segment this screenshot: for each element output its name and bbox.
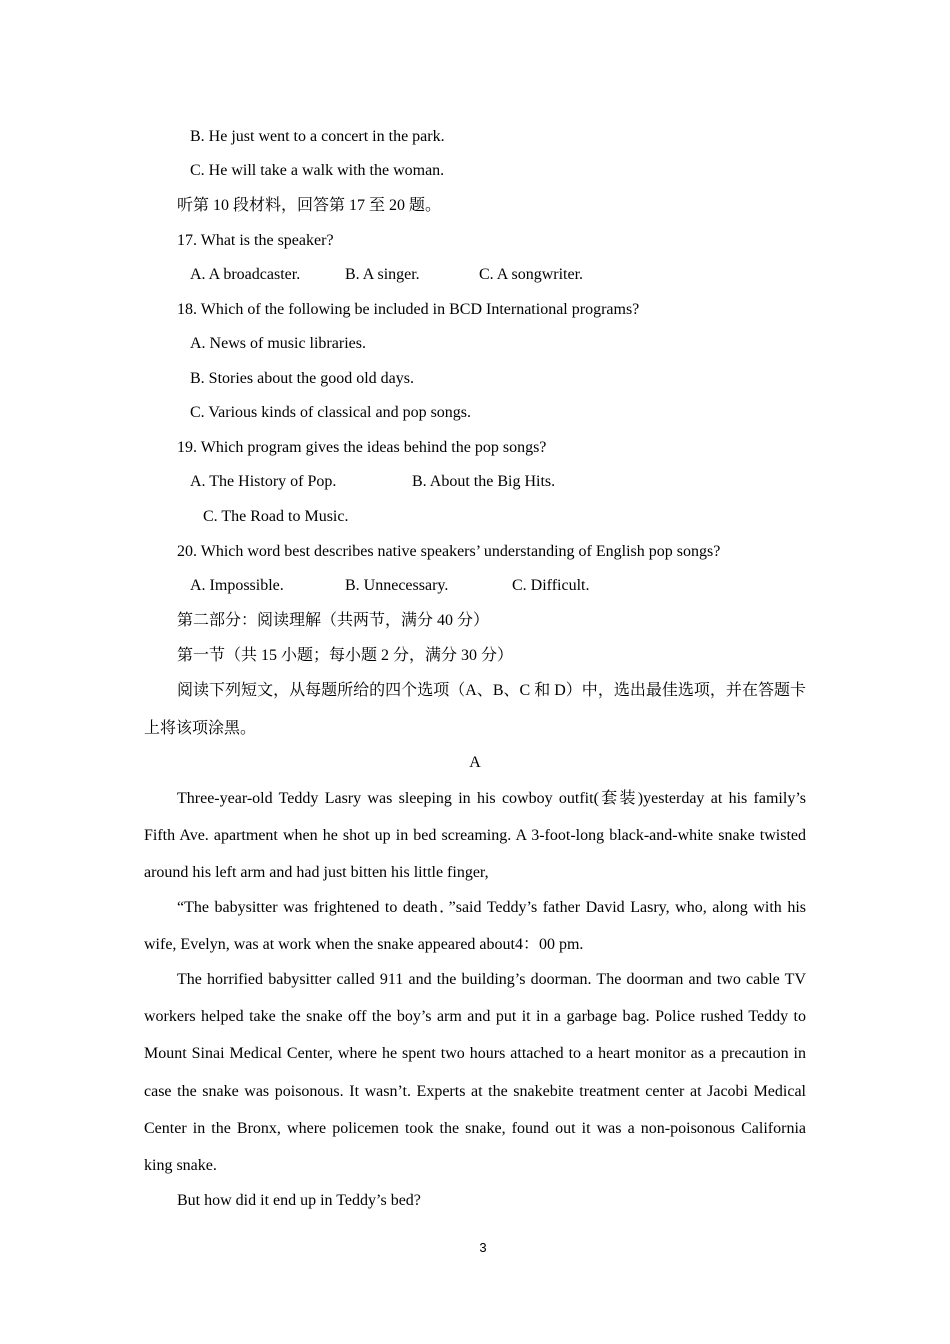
q18-option-c: C. Various kinds of classical and pop songs. <box>190 404 472 421</box>
passage-paragraph-4: But how did it end up in Teddy’s bed? <box>177 1192 421 1209</box>
passage-label: A <box>469 754 481 771</box>
part2-instruction: 阅读下列短文，从每题所给的四个选项（A、B、C 和 D）中，选出最佳选项，并在答题卡上将该项涂黑。 <box>144 682 806 737</box>
q17-option-c: C. A songwriter. <box>479 266 584 283</box>
q16-option-c: C. He will take a walk with the woman. <box>190 162 445 179</box>
part2-heading: 第二部分：阅读理解（共两节，满分 40 分） <box>177 612 490 629</box>
section10-instruction: 听第 10 段材料，回答第 17 至 20 题。 <box>177 197 442 214</box>
q20-option-c: C. Difficult. <box>512 577 590 594</box>
q18-question: 18. Which of the following be included in BCD International programs? <box>177 301 640 318</box>
q19-option-b: B. About the Big Hits. <box>412 473 556 490</box>
q19-option-a: A. The History of Pop. <box>190 473 337 490</box>
q17-question: 17. What is the speaker? <box>177 232 334 249</box>
q17-option-a: A. A broadcaster. <box>190 266 301 283</box>
q20-option-a: A. Impossible. <box>190 577 284 594</box>
q20-option-b: B. Unnecessary. <box>345 577 449 594</box>
passage-paragraph-1: Three-year-old Teddy Lasry was sleeping in his cowboy outfit(套装)yesterday at his family’s Fifth Ave. apartment when he shot up in bed screaming. A 3-foot-long black-and-white snake twisted around his left arm and had just bitten his little finger, <box>144 790 806 882</box>
passage-paragraph-2: “The babysitter was frightened to death．”said Teddy’s father David Lasry, who, along with his wife, Evelyn, was at work when the snake appeared about4：00 pm. <box>144 899 807 954</box>
part2-section1-heading: 第一节（共 15 小题；每小题 2 分，满分 30 分） <box>177 647 514 664</box>
q18-option-a: A. News of music libraries. <box>190 335 366 352</box>
q19-option-c: C. The Road to Music. <box>203 508 349 525</box>
q18-option-b: B. Stories about the good old days. <box>190 370 414 387</box>
q19-question: 19. Which program gives the ideas behind the pop songs? <box>177 439 547 456</box>
passage-paragraph-3: The horrified babysitter called 911 and the building’s doorman. The doorman and two cable TV workers helped take the snake off the boy’s arm and put it in a garbage bag. Police rushed Teddy to Mount Sinai Medical Center, where he spent two hours attached to a heart monitor as a precaution in case the snake was poisonous. It wasn’t. Experts at the snakebite treatment center at Jacobi Medical Center in the Bronx, where policemen took the snake, found out it was a non-poisonous California king snake. <box>144 971 806 1175</box>
q17-option-b: B. A singer. <box>345 266 420 283</box>
q16-option-b: B. He just went to a concert in the park. <box>190 128 445 145</box>
q20-question: 20. Which word best describes native speakers’ understanding of English pop songs? <box>177 543 721 560</box>
page-number: 3 <box>479 1240 487 1255</box>
